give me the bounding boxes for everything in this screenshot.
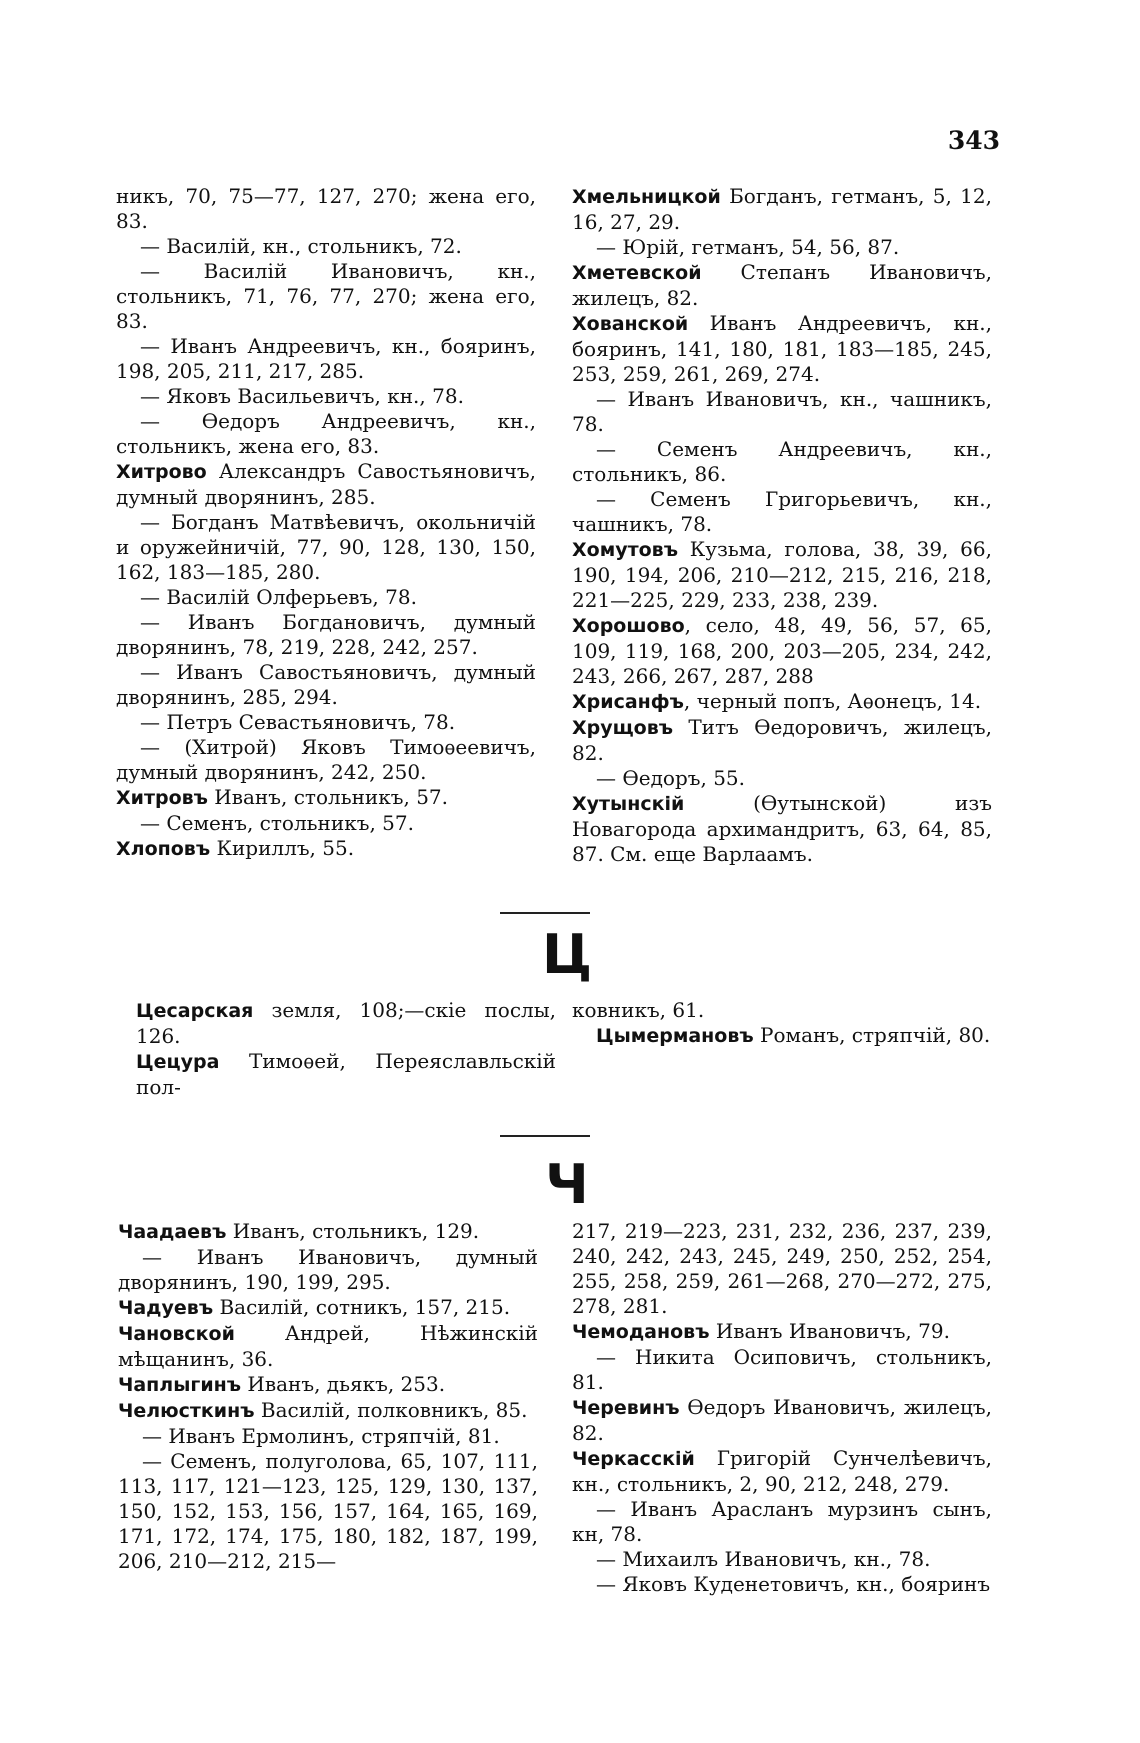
entry-text: — Өедоръ Андреевичъ, кн., стольникъ, жена его, 83.	[116, 409, 536, 458]
index-entry	[572, 1345, 992, 1395]
index-entry	[572, 1023, 992, 1049]
entry-headword: Челюсткинъ	[118, 1400, 255, 1422]
index-entry	[118, 1321, 538, 1372]
index-entry	[572, 1497, 992, 1547]
index-entry	[136, 998, 556, 1049]
index-entry	[116, 785, 536, 811]
index-entry	[116, 610, 536, 660]
entry-text: никъ, 70, 75—77, 127, 270; жена его, 83.	[116, 184, 536, 233]
index-entry	[572, 1319, 992, 1345]
index-entry	[116, 234, 536, 259]
index-entry	[118, 1398, 538, 1424]
entry-headword: Цесарская	[136, 1000, 254, 1022]
entry-text: — Иванъ Арасланъ мурзинъ сынъ, кн, 78.	[572, 1497, 992, 1546]
index-entry	[116, 811, 536, 836]
entry-text: — Никита Осиповичъ, стольникъ, 81.	[572, 1345, 992, 1394]
index-entry	[572, 791, 992, 867]
index-entry	[118, 1424, 538, 1449]
entry-text: — Семенъ Андреевичъ, кн., стольникъ, 86.	[572, 437, 992, 486]
entry-text: — Иванъ Богдановичъ, думный дворянинъ, 78, 219, 228, 242, 257.	[116, 610, 536, 659]
index-entry	[572, 235, 992, 260]
index-entry	[136, 1049, 556, 1100]
entry-headword: Хметевской	[572, 262, 702, 284]
index-entry	[572, 1395, 992, 1446]
entry-text: — Иванъ Савостьяновичъ, думный дворянинъ, 285, 294.	[116, 660, 536, 709]
entry-text: Иванъ, стольникъ, 57.	[207, 785, 448, 809]
index-entry	[572, 1572, 992, 1597]
entry-headword: Цымермановъ	[596, 1025, 754, 1047]
index-entry	[572, 184, 992, 235]
index-entry	[572, 689, 992, 715]
entry-text: , село, 48, 49, 56, 57, 65, 109, 119, 168, 200, 203—205, 234, 242, 243, 266, 267, 287, 288	[572, 613, 992, 688]
index-entry	[572, 998, 992, 1023]
ch-right-column	[572, 1219, 992, 1597]
entry-text: — Ѳедоръ, 55.	[596, 766, 745, 790]
entry-text: Ѳедоръ Ивановичъ, жилецъ, 82.	[572, 1395, 992, 1445]
entry-headword: Хомутовъ	[572, 539, 678, 561]
page-number: 343	[947, 126, 1000, 155]
entry-text: Степанъ Ивановичъ, жилецъ, 82.	[572, 260, 992, 310]
index-entry	[118, 1372, 538, 1398]
section-divider-ts	[500, 912, 590, 914]
index-entry	[116, 660, 536, 710]
entry-text: Василій, сотникъ, 157, 215.	[213, 1295, 511, 1319]
entry-headword: Хованской	[572, 313, 689, 335]
entry-text: — Юрій, гетманъ, 54, 56, 87.	[596, 235, 900, 259]
index-entry	[572, 387, 992, 437]
index-entry	[572, 260, 992, 311]
entry-text: Кириллъ, 55.	[210, 836, 355, 860]
entry-text: , черный попъ, Аѳонецъ, 14.	[683, 689, 982, 713]
entry-text: — Василій Ивановичъ, кн., стольникъ, 71, 76, 77, 270; жена его, 83.	[116, 259, 536, 333]
entry-text: ковникъ, 61.	[572, 998, 705, 1022]
entry-text: Иванъ Андреевичъ, кн., бояринъ, 141, 180, 181, 183—185, 245, 253, 259, 261, 269, 274.	[572, 311, 992, 386]
index-entry	[572, 537, 992, 613]
entry-text: — Яковъ Васильевичъ, кн., 78.	[140, 384, 464, 408]
entry-headword: Чадуевъ	[118, 1297, 214, 1319]
entry-headword: Хрущовъ	[572, 717, 673, 739]
entry-text: — Семенъ Григорьевичъ, кн., чашникъ, 78.	[572, 487, 992, 536]
entry-text: Александръ Савостьяновичъ, думный дворянинъ, 285.	[116, 459, 536, 509]
entry-text: Андрей, Нѣжинскій мѣщанинъ, 36.	[118, 1321, 538, 1371]
entry-text: (Ѳутынской) изъ Новагорода архимандритъ, 63, 64, 85, 87. См. еще Варлаамъ.	[572, 791, 992, 866]
entry-text: Иванъ Ивановичъ, 79.	[709, 1319, 950, 1343]
entry-headword: Чемодановъ	[572, 1321, 710, 1343]
entry-text: Василій, полковникъ, 85.	[254, 1398, 528, 1422]
entry-headword: Хмельницкой	[572, 186, 721, 208]
section-letter-ch: Ч	[545, 1153, 589, 1216]
index-entry	[572, 613, 992, 689]
index-entry	[572, 766, 992, 791]
entry-headword: Хорошово	[572, 615, 685, 637]
index-entry	[116, 459, 536, 510]
entry-text: — Михаилъ Ивановичъ, кн., 78.	[596, 1547, 931, 1571]
entry-headword: Хитрово	[116, 461, 207, 483]
index-entry	[118, 1245, 538, 1295]
section-letter-ts: Ц	[541, 923, 593, 986]
entry-headword: Хутынскій	[572, 793, 685, 815]
entry-text: — Семенъ, стольникъ, 57.	[140, 811, 414, 835]
index-entry	[116, 585, 536, 610]
entry-text: — Богданъ Матвѣевичъ, окольничій и оружейничій, 77, 90, 128, 130, 150, 162, 183—185, 280.	[116, 510, 536, 584]
index-entry	[572, 311, 992, 387]
index-entry	[572, 1219, 992, 1319]
entry-text: Кузьма, голова, 38, 39, 66, 190, 194, 206, 210—212, 215, 216, 218, 221—225, 229, 233, 238, 239.	[572, 537, 992, 612]
ch-left-column	[118, 1219, 538, 1574]
entry-text: — Василій, кн., стольникъ, 72.	[140, 234, 462, 258]
entry-text: — Яковъ Куденетовичъ, кн., бояринъ	[596, 1572, 991, 1596]
index-entry	[572, 1446, 992, 1497]
section-divider-ch	[500, 1135, 590, 1137]
entry-text: земля, 108;—скіе послы, 126.	[136, 998, 556, 1048]
entry-headword: Черевинъ	[572, 1397, 680, 1419]
entry-text: — Иванъ Ивановичъ, кн., чашникъ, 78.	[572, 387, 992, 436]
index-entry	[116, 184, 536, 234]
entry-headword: Чановской	[118, 1323, 235, 1345]
entry-headword: Цецура	[136, 1051, 220, 1073]
entry-text: — Иванъ Ермолинъ, стряпчій, 81.	[142, 1424, 500, 1448]
ts-right-column	[572, 998, 992, 1049]
index-entry	[572, 715, 992, 766]
index-entry	[116, 510, 536, 585]
index-entry	[572, 1547, 992, 1572]
index-entry	[116, 384, 536, 409]
index-entry	[116, 259, 536, 334]
entry-text: — Иванъ Ивановичъ, думный дворянинъ, 190, 199, 295.	[118, 1245, 538, 1294]
entry-text: 217, 219—223, 231, 232, 236, 237, 239, 240, 242, 243, 245, 249, 250, 252, 254, 255, 258, 259, 261—268, 270—272, 275, 278, 281.	[572, 1219, 992, 1318]
entry-headword: Хитровъ	[116, 787, 208, 809]
entry-text: — Семенъ, полуголова, 65, 107, 111, 113, 117, 121—123, 125, 129, 130, 137, 150, 152, 153, 156, 157, 164, 165, 169, 171, 172, 174, 175, 180, 182, 187, 199, 206, 210—212, 215—	[118, 1449, 538, 1573]
entry-text: Тимоѳей, Переяславльскій пол-	[136, 1049, 556, 1099]
entry-text: — Иванъ Андреевичъ, кн., бояринъ, 198, 205, 211, 217, 285.	[116, 334, 536, 383]
index-entry	[572, 437, 992, 487]
entry-text: Иванъ, стольникъ, 129.	[226, 1219, 480, 1243]
index-entry	[116, 334, 536, 384]
entry-headword: Хлоповъ	[116, 838, 211, 860]
entry-text: Богданъ, гетманъ, 5, 12, 16, 27, 29.	[572, 184, 992, 234]
entry-text: Романъ, стряпчій, 80.	[753, 1023, 991, 1047]
index-entry	[116, 836, 536, 862]
entry-text: Григорій Сунчелѣевичъ, кн., стольникъ, 2, 90, 212, 248, 279.	[572, 1446, 992, 1496]
entry-text: — Василій Олферьевъ, 78.	[140, 585, 417, 609]
kh-right-column	[572, 184, 992, 867]
entry-headword: Чаплыгинъ	[118, 1374, 242, 1396]
entry-headword: Хрисанфъ	[572, 691, 684, 713]
kh-left-column	[116, 184, 536, 862]
entry-text: Титъ Ѳедоровичъ, жилецъ, 82.	[572, 715, 992, 765]
index-entry	[116, 409, 536, 459]
index-entry	[118, 1449, 538, 1574]
index-entry	[116, 735, 536, 785]
index-entry	[116, 710, 536, 735]
index-entry	[572, 487, 992, 537]
entry-text: — Петръ Севастьяновичъ, 78.	[140, 710, 456, 734]
entry-text: — (Хитрой) Яковъ Тимоѳеевичъ, думный дворянинъ, 242, 250.	[116, 735, 536, 784]
entry-headword: Черкасскій	[572, 1448, 695, 1470]
index-entry	[118, 1295, 538, 1321]
ts-left-column	[136, 998, 556, 1100]
index-entry	[118, 1219, 538, 1245]
entry-headword: Чаадаевъ	[118, 1221, 227, 1243]
entry-text: Иванъ, дьякъ, 253.	[241, 1372, 446, 1396]
